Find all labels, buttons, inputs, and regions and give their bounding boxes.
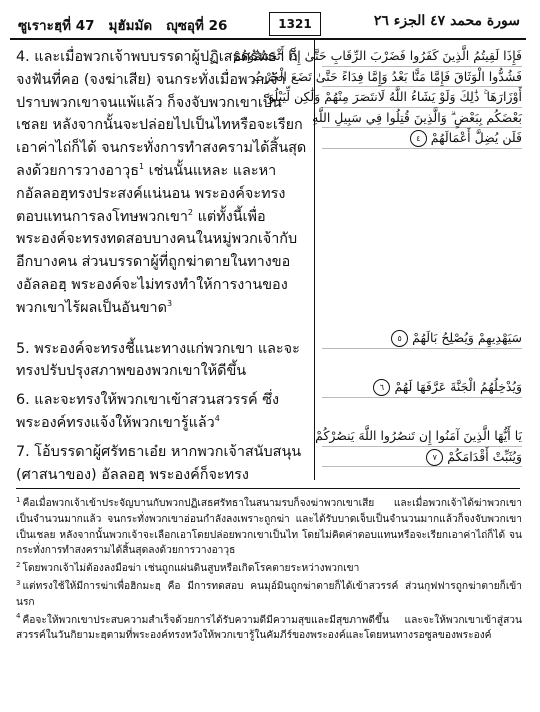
arabic-line: وَيُثَبِّتْ أَقْدَامَكُمْ ٧ [322,447,522,468]
verse-7-translation: 7. โอ้บรรดาผู้ศรัทธาเอ๋ย หากพวกเจ้าสนับสนุน (ศาสนาของ) อัลลอฮฺ พระองค์ก็จะทรง [16,443,302,483]
juz-number: ญุซอุที่ 26 [166,18,228,34]
arabic-line: فَلَن يُضِلَّ أَعْمَالَهُمْ ٤ [322,128,522,149]
arabic-line: أَوْزَارَهَا ۚ ذَٰلِكَ وَلَوْ يَشَاءُ اللَّهُ لَانتَصَرَ مِنْهُمْ وَلَٰكِن لِّيَبْلُوَ [322,87,522,108]
verse-5-translation: 5. พระองค์จะทรงชี้แนะทางแก่พวกเขา และจะทรงปรับปรุงสภาพของพวกเขาให้ดีขึ้น [16,340,300,380]
arabic-verse-6 [322,377,522,398]
arabic-line: وَيُدْخِلُهُمُ الْجَنَّةَ عَرَّفَهَا لَهُمْ ٦ [322,377,522,398]
arabic-verse-4 [233,46,522,149]
surah-number: ซูเราะฮฺที่ 47 [18,18,95,34]
arabic-line: سَيَهْدِيهِمْ وَيُصْلِحُ بَالَهُمْ ٥ [322,328,522,349]
page-number: 1321 [269,12,321,36]
footnote-4: $^4$ คือจะให้พวกเขาประสบความสำเร็จด้วยการได้รับความดีมีความสุขและมีสุขภาพดีขึ้น และจะให้พวกเขาเข้าสู่สวนสวรรค์ในวันกิยามะฮฺตามที่พระองค์ทรงหวังให้พวกเขารู้ในคัมภีร์ของพระองค์และโดยหนทางรอซูลของพระองค์ [16,612,522,642]
footnote-2: $^2$ โดยพวกเจ้าไม่ต้องลงมือฆ่า เช่นถูกแผ่นดินสูบหรือเกิดโรคตายระหว่างพวกเขา [16,560,360,575]
ayah-number-marker: ٦ [373,379,390,396]
arabic-verse-5 [322,328,522,349]
footnote-divider [16,488,520,489]
thai-translation-column [16,46,308,490]
arabic-line: بَعْضَكُم بِبَعْضٍ ۗ وَالَّذِينَ قُتِلُوا فِي سَبِيلِ اللَّهِ [322,108,522,129]
arabic-line: يَا أَيُّهَا الَّذِينَ آمَنُوا إِن تَنصُرُوا اللَّهَ يَنصُرْكُمْ [322,426,522,447]
footnotes [16,496,522,646]
ayah-number-marker: ٥ [391,330,408,347]
ayah-number-marker: ٧ [426,449,443,466]
quran-page [10,10,526,702]
page-header [10,10,526,40]
arabic-line: فَإِذَا لَقِيتُمُ الَّذِينَ كَفَرُوا فَضَرْبَ الرِّقَابِ حَتَّىٰ إِذَا أَثْخَنتُمُوهُمْ [322,46,522,67]
surah-name: มุฮัมมัด [108,18,153,34]
arabic-verse-7 [315,426,522,467]
ayah-number-marker: ٤ [410,130,427,147]
arabic-line: فَشُدُّوا الْوَثَاقَ فَإِمَّا مَنًّا بَعْدُ وَإِمَّا فِدَاءً حَتَّىٰ تَضَعَ الْحَرْبُ [322,67,522,88]
footnote-3: $^3$ แต่ทรงใช้ให้มีการฆ่าเพื่อฮิกมะฮฺ คือ มีการทดสอบ คนมุอ์มินถูกฆ่าตายก็ได้เข้าสวรรค์ ส่วนกุฟฟารถูกฆ่าตายก็เข้านรก [16,578,522,608]
header-arabic: سورة محمد ٤٧ الجزء ٢٦ [373,13,520,29]
verse-6-translation: 6. และจะทรงให้พวกเขาเข้าสวนสวรรค์ ซึ่งพระองค์ทรงแจ้งให้พวกเขารู้แล้ว$^4$ [16,392,280,431]
header-thai [18,14,227,36]
verse-4-translation: 4. และเมื่อพวกเจ้าพบบรรดาผู้ปฏิเสธศรัทธา ก็จงฟันที่คอ (จงฆ่าเสีย) จนกระทั่งเมื่อพวกเจ้าปราบพวกเขาจนแพ้แล้ว ก็จงจับพวกเขาเป็นเชลย หลังจากนั้นจะปล่อยไปเป็นไทหรือจะเรียกเอาค่าไถ่ก็ได้ จนกระทั่งการทำสงครามได้สิ้นสุดลงด้วยการวางอาวุธ$^1$ เช่นนั้นแหละ และหากอัลลอฮฺทรงประสงค์แน่นอน พระองค์จะทรงตอบแทนการลงโทษพวกเขา$^2$ แต่ทั้งนี้เพื่อพระองค์จะทรงทดสอบบางคนในหมู่พวกเจ้ากับอีกบางคน ส่วนบรรดาผู้ที่ถูกฆ่าตายในทางของอัลลอฮฺ พระองค์จะไม่ทรงทำให้การงานของพวกเขาไร้ผลเป็นอันขาด$^3$ [16,49,307,316]
footnote-1: $^1$ คือเมื่อพวกเจ้าเข้าประจัญบานกับพวกปฏิเสธศรัทธาในสนามรบก็จงฆ่าพวกเขาเสีย และเมื่อพวกเจ้าได้ฆ่าพวกเขาเป็นจำนวนมากแล้ว จนกระทั่งพวกเขาอ่อนกำลังลงเพราะถูกฆ่า และได้รับบาดเจ็บเป็นจำนวนมากแล้วก็จงจับพวกเขาเป็นเชลย หลังจากนั้นพวกเจ้าจะเลือกเอาโดยปล่อยพวกเขาเป็นไท โดยไม่คิดค่าตอบแทนหรือจะเรียกเอาค่าไถ่ก็ได้ จนกระทั่งการทำสงครามได้สิ้นสุดลงด้วยการวางอาวุธ [16,495,522,557]
